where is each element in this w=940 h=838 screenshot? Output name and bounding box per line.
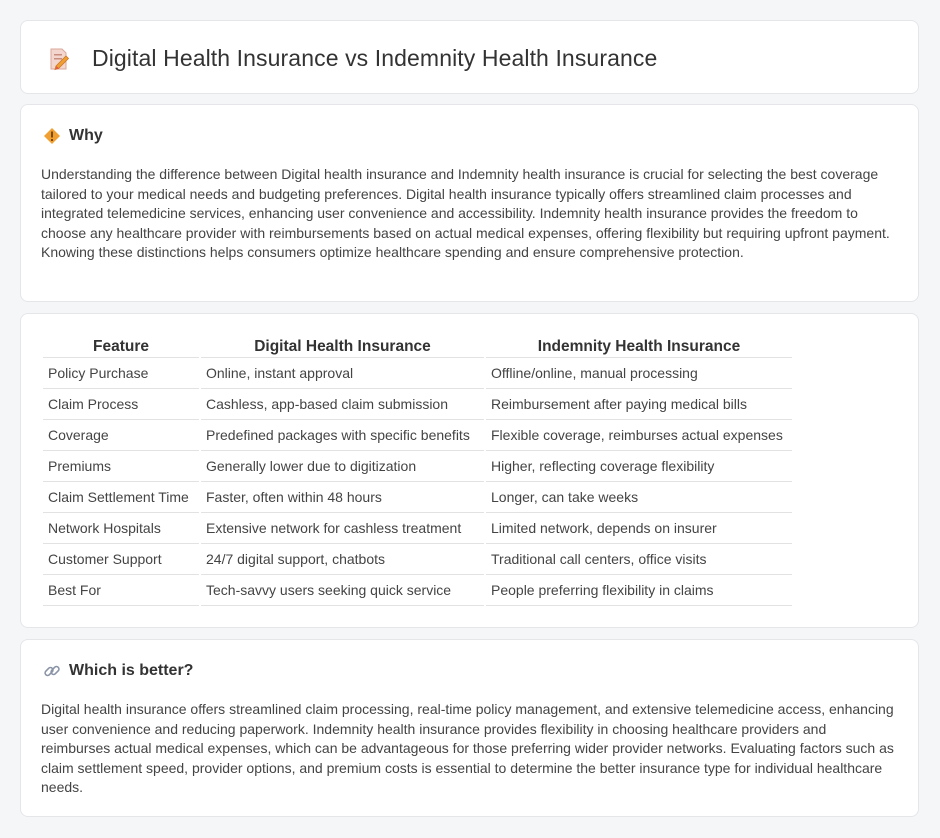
link-icon (43, 662, 61, 680)
which-better-card (20, 639, 919, 817)
table-row (43, 575, 792, 606)
table-row (43, 358, 792, 389)
feature-cell: Policy Purchase (43, 358, 199, 389)
better-heading-row (43, 662, 193, 680)
header-indemnity: Indemnity Health Insurance (486, 335, 792, 358)
table-row (43, 451, 792, 482)
indemnity-cell: Longer, can take weeks (486, 482, 792, 513)
why-heading-row (43, 127, 103, 145)
header-feature: Feature (43, 335, 199, 358)
indemnity-cell: Reimbursement after paying medical bills (486, 389, 792, 420)
better-heading: Which is better? (69, 662, 194, 679)
feature-cell: Claim Settlement Time (43, 482, 199, 513)
digital-cell: Tech-savvy users seeking quick service (201, 575, 484, 606)
diamond-warning-icon (43, 127, 61, 145)
digital-cell: Cashless, app-based claim submission (201, 389, 484, 420)
table-row (43, 544, 792, 575)
feature-cell: Customer Support (43, 544, 199, 575)
feature-cell: Coverage (43, 420, 199, 451)
indemnity-cell: Traditional call centers, office visits (486, 544, 792, 575)
feature-cell: Best For (43, 575, 199, 606)
digital-cell: 24/7 digital support, chatbots (201, 544, 484, 575)
table-row (43, 513, 792, 544)
comparison-table (41, 335, 794, 606)
why-paragraph: Understanding the difference between Digital health insurance and Indemnity health insurance is crucial for selecting the best coverage tailored to your medical needs and budgeting preferences. Digital health insurance typically offers streamlined claim processes and integrated telemedicine services, enhancing user convenience and accessibility. Indemnity health insurance provides the freedom to choose any healthcare provider with reimbursements based on actual medical expenses, offering flexibility but requiring upfront payment. Knowing these distinctions helps consumers optimize healthcare spending and ensure comprehensive protection. (41, 166, 890, 260)
header-digital: Digital Health Insurance (201, 335, 484, 358)
table-row (43, 420, 792, 451)
table-header-row (43, 335, 792, 358)
digital-cell: Predefined packages with specific benefits (201, 420, 484, 451)
feature-cell: Claim Process (43, 389, 199, 420)
title-row (47, 45, 657, 72)
table-row (43, 482, 792, 513)
digital-cell: Faster, often within 48 hours (201, 482, 484, 513)
why-heading: Why (69, 127, 103, 144)
better-paragraph: Digital health insurance offers streamlined claim processing, real-time policy management, and extensive telemedicine access, enhancing user convenience and reducing paperwork. Indemnity health insurance provides flexibility in choosing healthcare providers and reimburses actual medical expenses, which can be advantageous for those preferring wider provider networks. Evaluating factors such as claim settlement speed, provider options, and premium costs is essential to determine the better insurance type for individual healthcare needs. (41, 701, 894, 795)
indemnity-cell: Flexible coverage, reimburses actual expenses (486, 420, 792, 451)
why-card (20, 104, 919, 302)
indemnity-cell: People preferring flexibility in claims (486, 575, 792, 606)
page-title: Digital Health Insurance vs Indemnity Health Insurance (92, 45, 658, 71)
indemnity-cell: Higher, reflecting coverage flexibility (486, 451, 792, 482)
feature-cell: Network Hospitals (43, 513, 199, 544)
title-card (20, 20, 919, 94)
comparison-card (20, 313, 919, 628)
table-row (43, 389, 792, 420)
digital-cell: Extensive network for cashless treatment (201, 513, 484, 544)
digital-cell: Online, instant approval (201, 358, 484, 389)
digital-cell: Generally lower due to digitization (201, 451, 484, 482)
feature-cell: Premiums (43, 451, 199, 482)
indemnity-cell: Offline/online, manual processing (486, 358, 792, 389)
document-pencil-icon (47, 47, 71, 71)
indemnity-cell: Limited network, depends on insurer (486, 513, 792, 544)
